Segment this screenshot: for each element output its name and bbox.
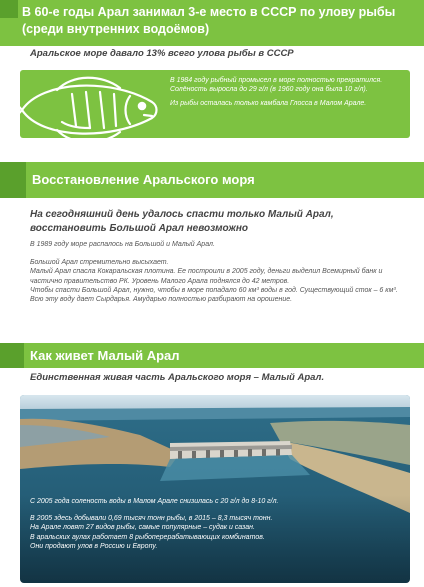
dam-photo (20, 395, 410, 583)
section1-title: В 60-е годы Арал занимал 3-е место в СССР по улову рыбы (среди внутренних водоёмов) (22, 5, 396, 36)
section1-header (0, 0, 424, 46)
section3-subtitle: Единственная живая часть Аральского моря – Малый Арал. (30, 372, 325, 383)
body-paragraph: Малый Арал спасла Кокаральская плотина. Ее построили в 2005 году, деньги выделил Всемирный банк и частично правительство РК. Уровень Малого Арала поднялся до 42 метров. (30, 268, 383, 285)
body-paragraph: В 1989 году море распалось на Большой и Малый Арал. (30, 241, 215, 248)
photo-caption (30, 497, 400, 551)
section2-header (0, 162, 424, 198)
caption-paragraph: Они продают улов в Россию и Европу. (30, 542, 158, 550)
section2-subtitle: На сегодняшний день удалось спасти только Малый Арал, восстановить Большой Арал невозможно (30, 209, 334, 234)
section2-title: Восстановление Аральского моря (32, 172, 255, 187)
caption-paragraph: В аральских аулах работает 8 рыбоперерабатывающих комбинатов. (30, 533, 265, 541)
header-corner-marker (0, 162, 26, 198)
caption-paragraph: С 2005 года соленость воды в Малом Арале снизилась с 20 г/л до 8-10 г/л. (30, 498, 279, 505)
section3-title: Как живет Малый Арал (30, 348, 180, 363)
fish-box-paragraph: Из рыбы осталась только камбала Глосса в Малом Арале. (170, 100, 367, 107)
caption-paragraph: В 2005 здесь добывали 0,69 тысяч тонн рыбы, в 2015 – 8,3 тысяч тонн. (30, 515, 273, 523)
body-paragraph: Большой Арал стремительно высыхает. (30, 259, 169, 267)
section3-header (0, 343, 424, 368)
section2-body (30, 240, 405, 304)
caption-paragraph: На Арале ловят 27 видов рыбы, самые популярные – судак и сазан. (30, 524, 255, 532)
body-paragraph: Чтобы спасти Большой Арал, нужно, чтобы в море попадало 60 км³ воды в год. Существующий сток – 6 км³. Всю эту воду дает Сырдарья. Амударью полностью разбирают на орошение. (30, 286, 398, 304)
fish-info-text (170, 76, 405, 113)
fish-icon (2, 70, 167, 150)
header-corner-marker (0, 343, 24, 368)
header-corner-marker (0, 0, 18, 18)
section1-subtitle: Аральское море давало 13% всего улова рыбы в СССР (30, 48, 294, 59)
fish-box-paragraph: В 1984 году рыбный промысел в море полностью прекратился. Солёность выросла до 29 г/л (в 1960 году она была 10 г/л). (170, 77, 383, 93)
